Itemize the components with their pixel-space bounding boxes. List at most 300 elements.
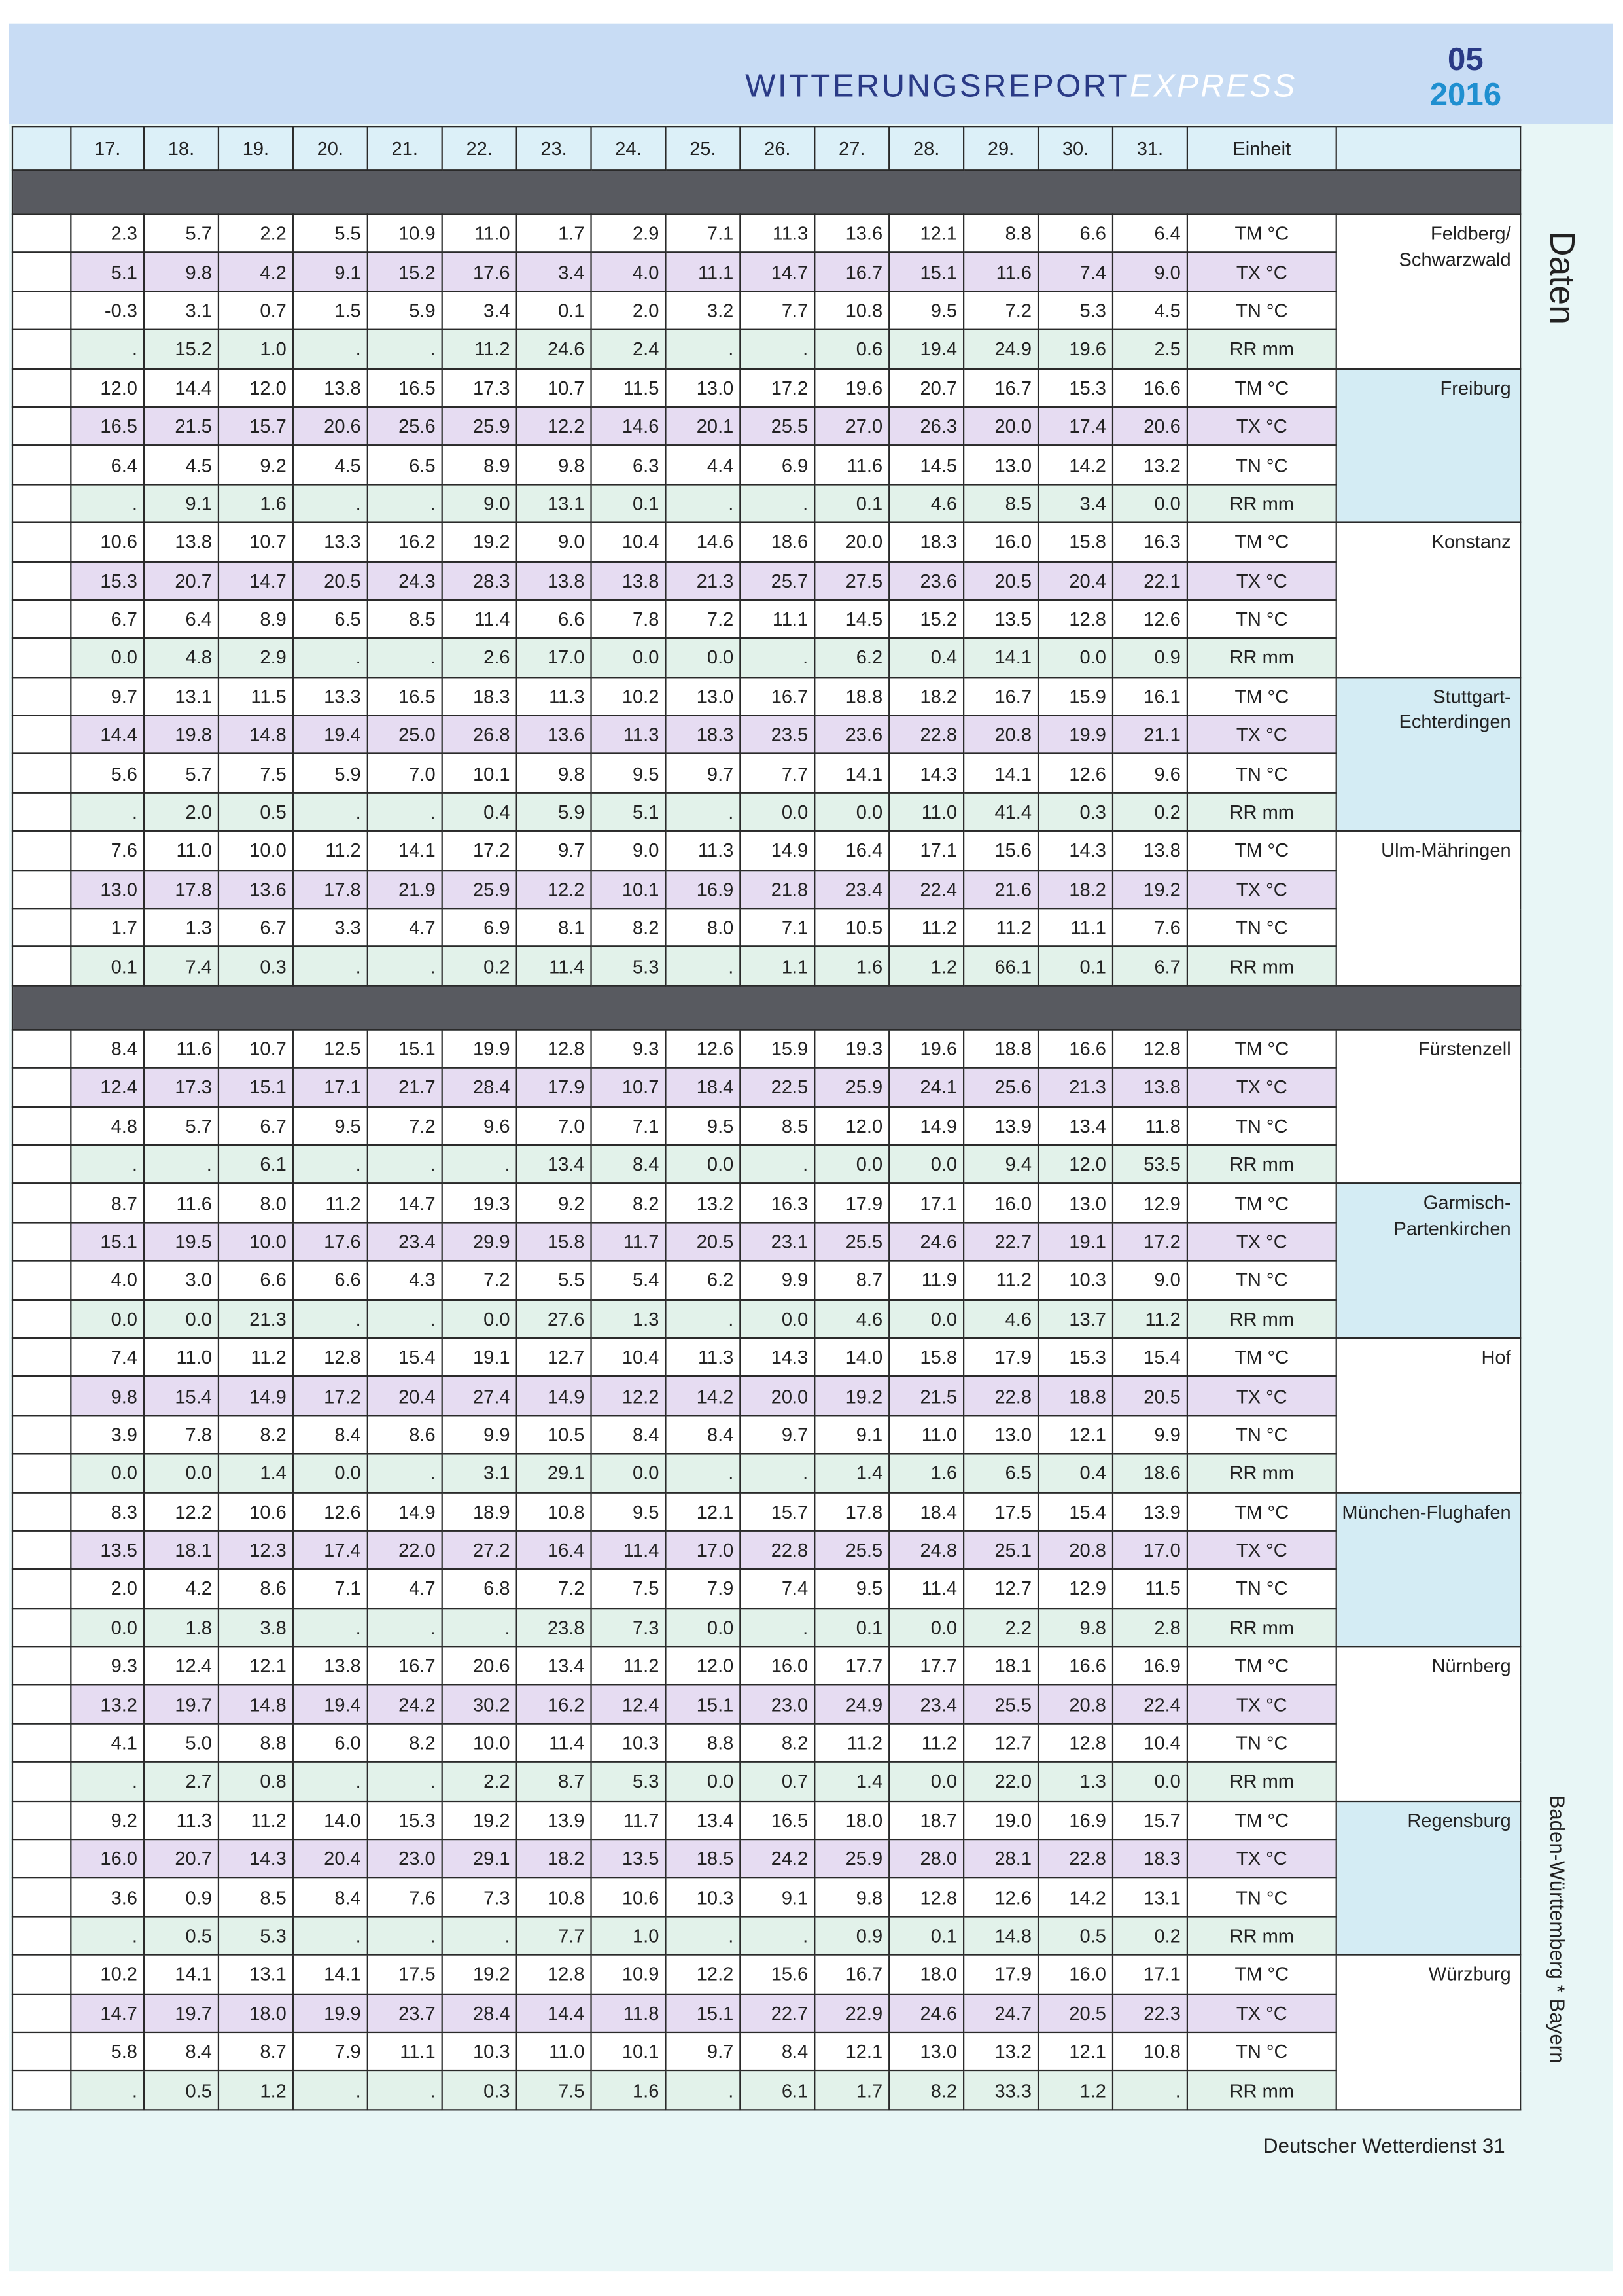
value-cell: .	[740, 1916, 814, 1955]
value-cell: .	[71, 792, 144, 831]
value-cell: 66.1	[964, 947, 1038, 985]
value-cell: 0.0	[1113, 484, 1187, 523]
value-cell: .	[665, 947, 740, 985]
value-cell: 21.6	[964, 870, 1038, 908]
table-row	[12, 1839, 1520, 1878]
value-cell: 23.7	[368, 1994, 442, 2032]
value-cell: 3.1	[442, 1454, 517, 1492]
value-cell: 13.6	[517, 716, 591, 754]
unit-cell: TX °C	[1187, 253, 1336, 291]
value-cell: 23.0	[368, 1839, 442, 1878]
value-cell: 9.9	[442, 1415, 517, 1454]
row-lead-cell	[12, 1377, 71, 1415]
value-cell: 11.0	[442, 214, 517, 253]
row-lead-cell	[12, 214, 71, 253]
value-cell: 24.9	[964, 330, 1038, 368]
section-separator	[12, 170, 1520, 214]
station-name: Konstanz	[1336, 523, 1520, 677]
value-cell: 24.8	[889, 1531, 964, 1570]
value-cell: 15.1	[665, 1685, 740, 1723]
value-cell: 22.8	[1038, 1839, 1113, 1878]
value-cell: 19.3	[442, 1184, 517, 1222]
value-cell: 7.7	[517, 1916, 591, 1955]
row-lead-cell	[12, 1955, 71, 1994]
value-cell: 12.1	[665, 1492, 740, 1531]
value-cell: 13.3	[293, 523, 368, 561]
value-cell: 24.9	[814, 1685, 889, 1723]
value-cell: 0.0	[814, 792, 889, 831]
value-cell: 15.7	[218, 407, 293, 446]
value-cell: 10.8	[1113, 2032, 1187, 2071]
value-cell: 11.4	[591, 1531, 666, 1570]
value-cell: 0.0	[665, 1145, 740, 1184]
unit-cell: TM °C	[1187, 1492, 1336, 1531]
unit-cell: RR mm	[1187, 1145, 1336, 1184]
value-cell: 28.1	[964, 1839, 1038, 1878]
value-cell: 13.2	[964, 2032, 1038, 2071]
value-cell: 9.9	[1113, 1415, 1187, 1454]
value-cell: 25.1	[964, 1531, 1038, 1570]
value-cell: 15.1	[218, 1068, 293, 1106]
value-cell: 12.3	[218, 1531, 293, 1570]
value-cell: 13.5	[71, 1531, 144, 1570]
value-cell: 13.0	[1038, 1184, 1113, 1222]
unit-cell: TX °C	[1187, 1994, 1336, 2032]
value-cell: 0.4	[1038, 1454, 1113, 1492]
value-cell: 20.8	[964, 716, 1038, 754]
value-cell: 14.7	[71, 1994, 144, 2032]
value-cell: .	[368, 1916, 442, 1955]
value-cell: 15.2	[368, 253, 442, 291]
value-cell: 9.8	[814, 1878, 889, 1916]
value-cell: 2.2	[218, 214, 293, 253]
value-cell: 11.3	[665, 1338, 740, 1377]
value-cell: 15.2	[144, 330, 218, 368]
value-cell: 14.6	[665, 523, 740, 561]
value-cell: 1.3	[144, 908, 218, 947]
value-cell: .	[740, 484, 814, 523]
value-cell: 0.5	[144, 1916, 218, 1955]
value-cell: 19.7	[144, 1685, 218, 1723]
value-cell: 8.7	[814, 1261, 889, 1299]
value-cell: 9.0	[517, 523, 591, 561]
table-row	[12, 214, 1520, 253]
value-cell: 3.0	[144, 1261, 218, 1299]
value-cell: 17.1	[889, 831, 964, 870]
unit-cell: TN °C	[1187, 1723, 1336, 1762]
value-cell: 4.7	[368, 908, 442, 947]
value-cell: 6.4	[1113, 214, 1187, 253]
row-lead-cell	[12, 1106, 71, 1145]
value-cell: 8.8	[665, 1723, 740, 1762]
value-cell: 8.4	[144, 2032, 218, 2071]
value-cell: 10.9	[368, 214, 442, 253]
value-cell: 11.7	[591, 1801, 666, 1839]
value-cell: 0.0	[1038, 639, 1113, 677]
unit-cell: TM °C	[1187, 831, 1336, 870]
value-cell: 3.4	[1038, 484, 1113, 523]
value-cell: 24.2	[368, 1685, 442, 1723]
value-cell: 13.7	[1038, 1299, 1113, 1338]
value-cell: 17.2	[293, 1377, 368, 1415]
value-cell: 19.4	[889, 330, 964, 368]
value-cell: 9.9	[740, 1261, 814, 1299]
value-cell: 16.0	[71, 1839, 144, 1878]
value-cell: 19.9	[293, 1994, 368, 2032]
table-row	[12, 1106, 1520, 1145]
value-cell: 20.5	[293, 561, 368, 600]
value-cell: 28.3	[442, 561, 517, 600]
value-cell: 0.0	[1113, 1762, 1187, 1801]
value-cell: 7.3	[442, 1878, 517, 1916]
value-cell: 29.1	[517, 1454, 591, 1492]
value-cell: .	[368, 1608, 442, 1646]
value-cell: 22.0	[368, 1531, 442, 1570]
value-cell: 10.7	[591, 1068, 666, 1106]
value-cell: 2.9	[218, 639, 293, 677]
value-cell: 2.0	[591, 291, 666, 330]
station-name: Ulm-Mähringen	[1336, 831, 1520, 985]
value-cell: 25.6	[964, 1068, 1038, 1106]
table-row	[12, 1029, 1520, 1068]
row-lead-cell	[12, 947, 71, 985]
value-cell: 13.0	[665, 368, 740, 407]
value-cell: 5.3	[591, 1762, 666, 1801]
value-cell: 8.7	[218, 2032, 293, 2071]
value-cell: 7.8	[144, 1415, 218, 1454]
row-lead-cell	[12, 407, 71, 446]
value-cell: .	[293, 1145, 368, 1184]
value-cell: 17.3	[442, 368, 517, 407]
value-cell: 1.6	[591, 2071, 666, 2110]
value-cell: 9.5	[889, 291, 964, 330]
value-cell: 8.8	[218, 1723, 293, 1762]
value-cell: 7.7	[740, 754, 814, 793]
value-cell: .	[368, 1299, 442, 1338]
value-cell: 19.0	[964, 1801, 1038, 1839]
table-row	[12, 484, 1520, 523]
unit-cell: TN °C	[1187, 2032, 1336, 2071]
value-cell: 10.1	[591, 2032, 666, 2071]
value-cell: 10.5	[814, 908, 889, 947]
value-cell: 13.8	[517, 561, 591, 600]
row-lead-cell	[12, 330, 71, 368]
value-cell: 7.7	[740, 291, 814, 330]
value-cell: 15.8	[517, 1222, 591, 1261]
value-cell: 6.8	[442, 1570, 517, 1608]
value-cell: 17.9	[964, 1338, 1038, 1377]
value-cell: 0.7	[218, 291, 293, 330]
value-cell: 13.1	[144, 677, 218, 716]
value-cell: .	[740, 1145, 814, 1184]
value-cell: 11.5	[591, 368, 666, 407]
value-cell: 13.9	[964, 1106, 1038, 1145]
value-cell: .	[665, 792, 740, 831]
value-cell: 20.7	[144, 561, 218, 600]
value-cell: 0.1	[71, 947, 144, 985]
value-cell: 7.5	[517, 2071, 591, 2110]
value-cell: 22.7	[964, 1222, 1038, 1261]
value-cell: 24.6	[889, 1222, 964, 1261]
value-cell: 14.4	[71, 716, 144, 754]
value-cell: 8.2	[591, 1184, 666, 1222]
value-cell: 15.1	[368, 1029, 442, 1068]
value-cell: 1.8	[144, 1608, 218, 1646]
value-cell: 6.0	[293, 1723, 368, 1762]
value-cell: 18.6	[740, 523, 814, 561]
value-cell: 0.1	[517, 291, 591, 330]
value-cell: 15.8	[889, 1338, 964, 1377]
value-cell: 12.2	[144, 1492, 218, 1531]
value-cell: 20.8	[1038, 1685, 1113, 1723]
value-cell: 19.2	[1113, 870, 1187, 908]
value-cell: 13.5	[964, 600, 1038, 639]
value-cell: 21.7	[368, 1068, 442, 1106]
unit-cell: RR mm	[1187, 1762, 1336, 1801]
unit-cell: TX °C	[1187, 1839, 1336, 1878]
table-row	[12, 1570, 1520, 1608]
station-name: Fürstenzell	[1336, 1029, 1520, 1184]
value-cell: 11.2	[889, 908, 964, 947]
value-cell: 10.8	[517, 1492, 591, 1531]
value-cell: 53.5	[1113, 1145, 1187, 1184]
value-cell: 25.5	[814, 1531, 889, 1570]
value-cell: 15.1	[71, 1222, 144, 1261]
table-row	[12, 831, 1520, 870]
value-cell: 19.6	[814, 368, 889, 407]
value-cell: 8.0	[218, 1184, 293, 1222]
value-cell: 12.0	[1038, 1145, 1113, 1184]
unit-cell: RR mm	[1187, 1299, 1336, 1338]
value-cell: 13.0	[665, 677, 740, 716]
table-row	[12, 561, 1520, 600]
value-cell: 22.0	[964, 1762, 1038, 1801]
header-station-cell	[1336, 126, 1520, 170]
value-cell: 9.6	[442, 1106, 517, 1145]
value-cell: 17.4	[1038, 407, 1113, 446]
value-cell: 25.9	[442, 870, 517, 908]
value-cell: 7.4	[1038, 253, 1113, 291]
value-cell: 5.8	[71, 2032, 144, 2071]
value-cell: 20.6	[1113, 407, 1187, 446]
value-cell: 9.6	[1113, 754, 1187, 793]
unit-cell: TX °C	[1187, 407, 1336, 446]
value-cell: .	[368, 947, 442, 985]
row-lead-cell	[12, 484, 71, 523]
value-cell: 24.6	[889, 1994, 964, 2032]
value-cell: 11.2	[814, 1723, 889, 1762]
value-cell: 4.5	[293, 446, 368, 484]
value-cell: 0.0	[665, 1762, 740, 1801]
value-cell: 0.5	[1038, 1916, 1113, 1955]
value-cell: 7.2	[517, 1570, 591, 1608]
value-cell: 19.5	[144, 1222, 218, 1261]
value-cell: 8.3	[71, 1492, 144, 1531]
unit-cell: TX °C	[1187, 1377, 1336, 1415]
value-cell: 6.6	[517, 600, 591, 639]
value-cell: 12.0	[665, 1646, 740, 1685]
table-row	[12, 1377, 1520, 1415]
value-cell: 21.8	[740, 870, 814, 908]
unit-cell: RR mm	[1187, 1916, 1336, 1955]
value-cell: 12.1	[814, 2032, 889, 2071]
table-row	[12, 1415, 1520, 1454]
row-lead-cell	[12, 291, 71, 330]
value-cell: .	[665, 1299, 740, 1338]
value-cell: 11.0	[889, 792, 964, 831]
value-cell: 11.2	[1113, 1299, 1187, 1338]
value-cell: 11.3	[517, 677, 591, 716]
value-cell: 16.9	[665, 870, 740, 908]
value-cell: 8.6	[218, 1570, 293, 1608]
table-row	[12, 523, 1520, 561]
unit-cell: TX °C	[1187, 1068, 1336, 1106]
value-cell: 12.8	[1038, 1723, 1113, 1762]
unit-cell: TN °C	[1187, 1415, 1336, 1454]
value-cell: 9.1	[740, 1878, 814, 1916]
value-cell: 7.1	[665, 214, 740, 253]
section-separator-bar	[12, 170, 1520, 214]
value-cell: 24.2	[740, 1839, 814, 1878]
value-cell: 9.0	[591, 831, 666, 870]
value-cell: 6.1	[740, 2071, 814, 2110]
value-cell: 2.5	[1113, 330, 1187, 368]
value-cell: 10.5	[517, 1415, 591, 1454]
value-cell: 13.3	[293, 677, 368, 716]
table-row	[12, 792, 1520, 831]
value-cell: 11.2	[889, 1723, 964, 1762]
value-cell: 0.0	[889, 1762, 964, 1801]
row-lead-cell	[12, 1646, 71, 1685]
value-cell: 24.6	[517, 330, 591, 368]
value-cell: 4.3	[368, 1261, 442, 1299]
value-cell: 3.4	[442, 291, 517, 330]
value-cell: 14.9	[740, 831, 814, 870]
value-cell: .	[71, 330, 144, 368]
value-cell: .	[293, 330, 368, 368]
value-cell: 16.1	[1113, 677, 1187, 716]
value-cell: 27.5	[814, 561, 889, 600]
unit-cell: TX °C	[1187, 1531, 1336, 1570]
value-cell: 15.6	[740, 1955, 814, 1994]
unit-cell: TM °C	[1187, 214, 1336, 253]
row-lead-cell	[12, 1839, 71, 1878]
value-cell: 0.1	[1038, 947, 1113, 985]
value-cell: 13.5	[591, 1839, 666, 1878]
value-cell: 17.4	[293, 1531, 368, 1570]
value-cell: 18.8	[1038, 1377, 1113, 1415]
value-cell: 11.2	[218, 1801, 293, 1839]
value-cell: 12.6	[1038, 754, 1113, 793]
value-cell: 14.9	[368, 1492, 442, 1531]
section-label-daten: Daten	[1541, 230, 1581, 325]
value-cell: 17.6	[293, 1222, 368, 1261]
value-cell: 12.7	[964, 1723, 1038, 1762]
value-cell: 0.0	[740, 1299, 814, 1338]
value-cell: 10.7	[218, 1029, 293, 1068]
station-name: Garmisch- Partenkirchen	[1336, 1184, 1520, 1338]
unit-cell: TN °C	[1187, 1878, 1336, 1916]
value-cell: .	[144, 1145, 218, 1184]
value-cell: 15.4	[1113, 1338, 1187, 1377]
value-cell: 0.4	[442, 792, 517, 831]
value-cell: 18.3	[665, 716, 740, 754]
value-cell: 14.9	[517, 1377, 591, 1415]
table-row	[12, 1261, 1520, 1299]
column-header-day: 20.	[293, 126, 368, 170]
value-cell: 5.7	[144, 754, 218, 793]
value-cell: 14.2	[1038, 1878, 1113, 1916]
value-cell: 12.4	[71, 1068, 144, 1106]
value-cell: 10.0	[442, 1723, 517, 1762]
value-cell: 13.8	[293, 368, 368, 407]
value-cell: 8.5	[964, 484, 1038, 523]
column-header-day: 19.	[218, 126, 293, 170]
value-cell: 11.2	[591, 1646, 666, 1685]
value-cell: 0.1	[591, 484, 666, 523]
value-cell: 11.2	[218, 1338, 293, 1377]
value-cell: 0.0	[144, 1299, 218, 1338]
row-lead-cell	[12, 1531, 71, 1570]
value-cell: 15.7	[1113, 1801, 1187, 1839]
value-cell: 20.6	[293, 407, 368, 446]
value-cell: 16.3	[740, 1184, 814, 1222]
value-cell: 1.0	[591, 1916, 666, 1955]
unit-cell: TM °C	[1187, 368, 1336, 407]
value-cell: 5.3	[591, 947, 666, 985]
value-cell: 11.8	[1113, 1106, 1187, 1145]
row-lead-cell	[12, 754, 71, 793]
value-cell: .	[293, 639, 368, 677]
value-cell: 9.1	[293, 253, 368, 291]
value-cell: 20.0	[814, 523, 889, 561]
unit-cell: TX °C	[1187, 1685, 1336, 1723]
value-cell: 18.7	[889, 1801, 964, 1839]
value-cell: 4.6	[814, 1299, 889, 1338]
value-cell: 17.9	[814, 1184, 889, 1222]
value-cell: 19.2	[814, 1377, 889, 1415]
row-lead-cell	[12, 908, 71, 947]
row-lead-cell	[12, 600, 71, 639]
value-cell: .	[368, 639, 442, 677]
region-label: Baden-Württemberg * Bayern	[1546, 1795, 1569, 2064]
value-cell: 11.2	[442, 330, 517, 368]
value-cell: 13.6	[814, 214, 889, 253]
value-cell: 7.9	[665, 1570, 740, 1608]
value-cell: 6.7	[1113, 947, 1187, 985]
value-cell: 11.4	[517, 1723, 591, 1762]
table-row	[12, 2032, 1520, 2071]
row-lead-cell	[12, 1801, 71, 1839]
value-cell: 25.7	[740, 561, 814, 600]
value-cell: 14.4	[517, 1994, 591, 2032]
value-cell: 12.1	[218, 1646, 293, 1685]
value-cell: 5.5	[517, 1261, 591, 1299]
table-row	[12, 1878, 1520, 1916]
unit-cell: TX °C	[1187, 716, 1336, 754]
value-cell: 8.6	[368, 1415, 442, 1454]
value-cell: 8.0	[665, 908, 740, 947]
row-lead-cell	[12, 561, 71, 600]
value-cell: 17.6	[442, 253, 517, 291]
value-cell: 16.7	[368, 1646, 442, 1685]
row-lead-cell	[12, 523, 71, 561]
value-cell: 0.0	[442, 1299, 517, 1338]
value-cell: 21.3	[1038, 1068, 1113, 1106]
value-cell: 22.8	[740, 1531, 814, 1570]
value-cell: 26.3	[889, 407, 964, 446]
unit-cell: TX °C	[1187, 870, 1336, 908]
